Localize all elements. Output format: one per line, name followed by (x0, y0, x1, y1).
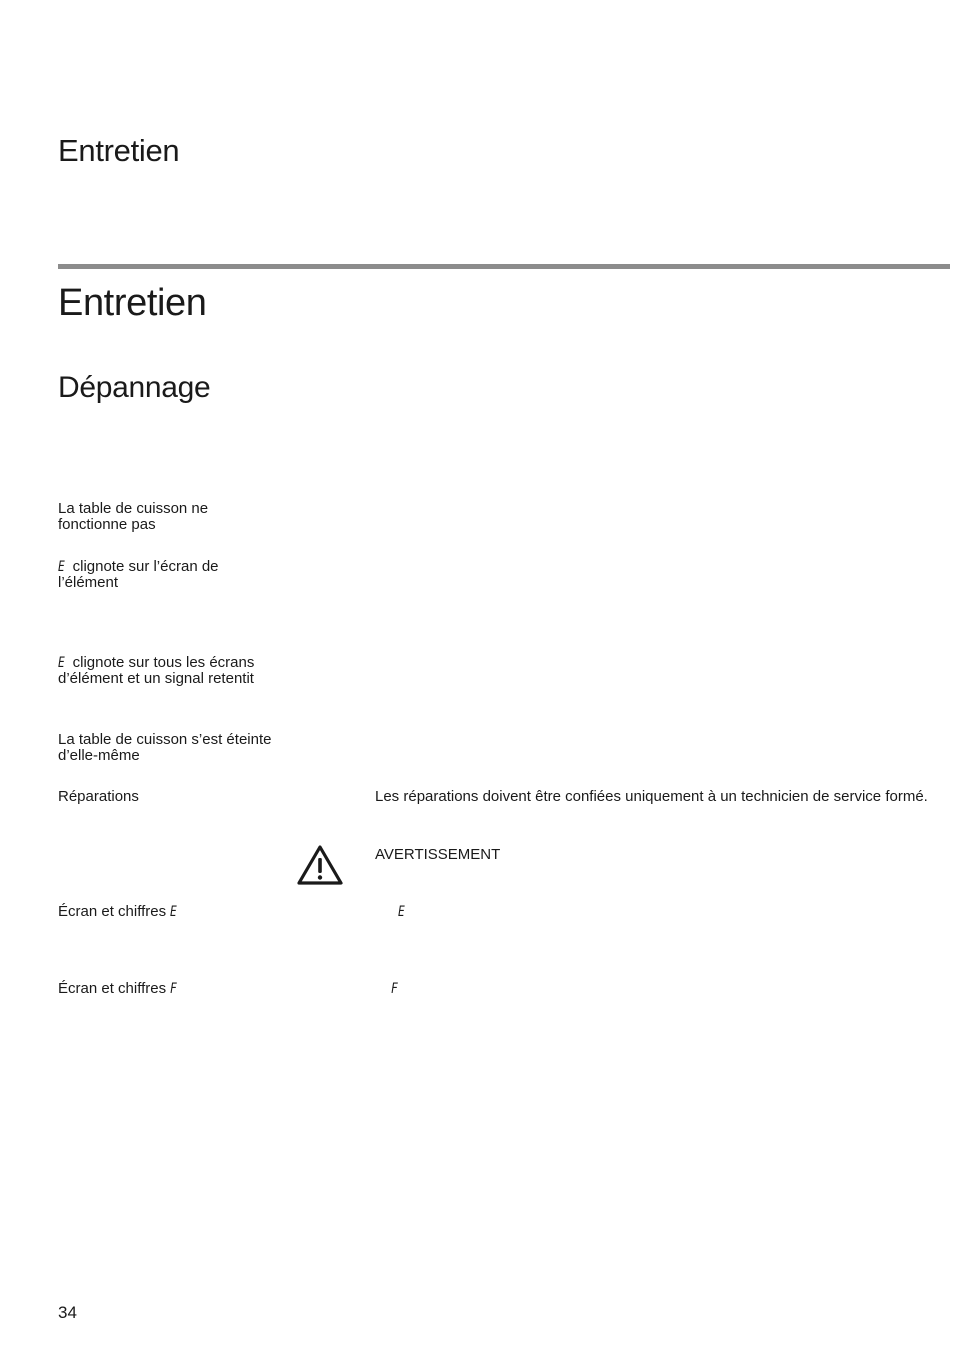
display-code-e: E (58, 655, 65, 671)
problem-line-2: l’élément (58, 574, 119, 591)
warning-triangle-icon (296, 844, 344, 886)
warning-label: AVERTISSEMENT (375, 846, 501, 863)
display-code-f: F (391, 981, 398, 997)
repairs-label: Réparations (58, 788, 139, 805)
section-title: Entretien (58, 282, 207, 324)
page-number: 34 (58, 1303, 77, 1322)
display-label: Écran et chiffres (58, 903, 171, 920)
display-value-f (391, 981, 401, 997)
repairs-text: Les réparations doivent être confiées uniquement à un technicien de service formé. (375, 788, 928, 805)
display-code-e: E (398, 904, 405, 920)
display-code-e: E (58, 559, 65, 575)
problem-line-2: d’elle-même (58, 747, 140, 764)
display-code-f: F (170, 981, 178, 997)
display-row-e (58, 904, 181, 920)
problem-line-1: La table de cuisson ne (58, 500, 209, 517)
problem-line-1: clignote sur tous les écrans (68, 654, 255, 671)
problem-line-2: d’élément et un signal retentit (58, 670, 254, 687)
problem-item-e-flashing-element (58, 559, 219, 591)
section-divider (58, 264, 950, 269)
display-value-e (398, 904, 408, 920)
problem-item-e-flashing-all (58, 655, 254, 687)
problem-item-switched-off (58, 732, 271, 764)
subsection-title: Dépannage (58, 371, 211, 404)
display-label: Écran et chiffres (58, 980, 171, 997)
display-row-f (58, 981, 181, 997)
display-code-e: E (170, 904, 178, 920)
problem-item-not-working (58, 501, 208, 533)
problem-line-1: La table de cuisson s’est éteinte (58, 731, 272, 748)
problem-line-1: clignote sur l’écran de (68, 558, 219, 575)
problem-line-2: fonctionne pas (58, 516, 156, 533)
running-header-title: Entretien (58, 133, 180, 168)
